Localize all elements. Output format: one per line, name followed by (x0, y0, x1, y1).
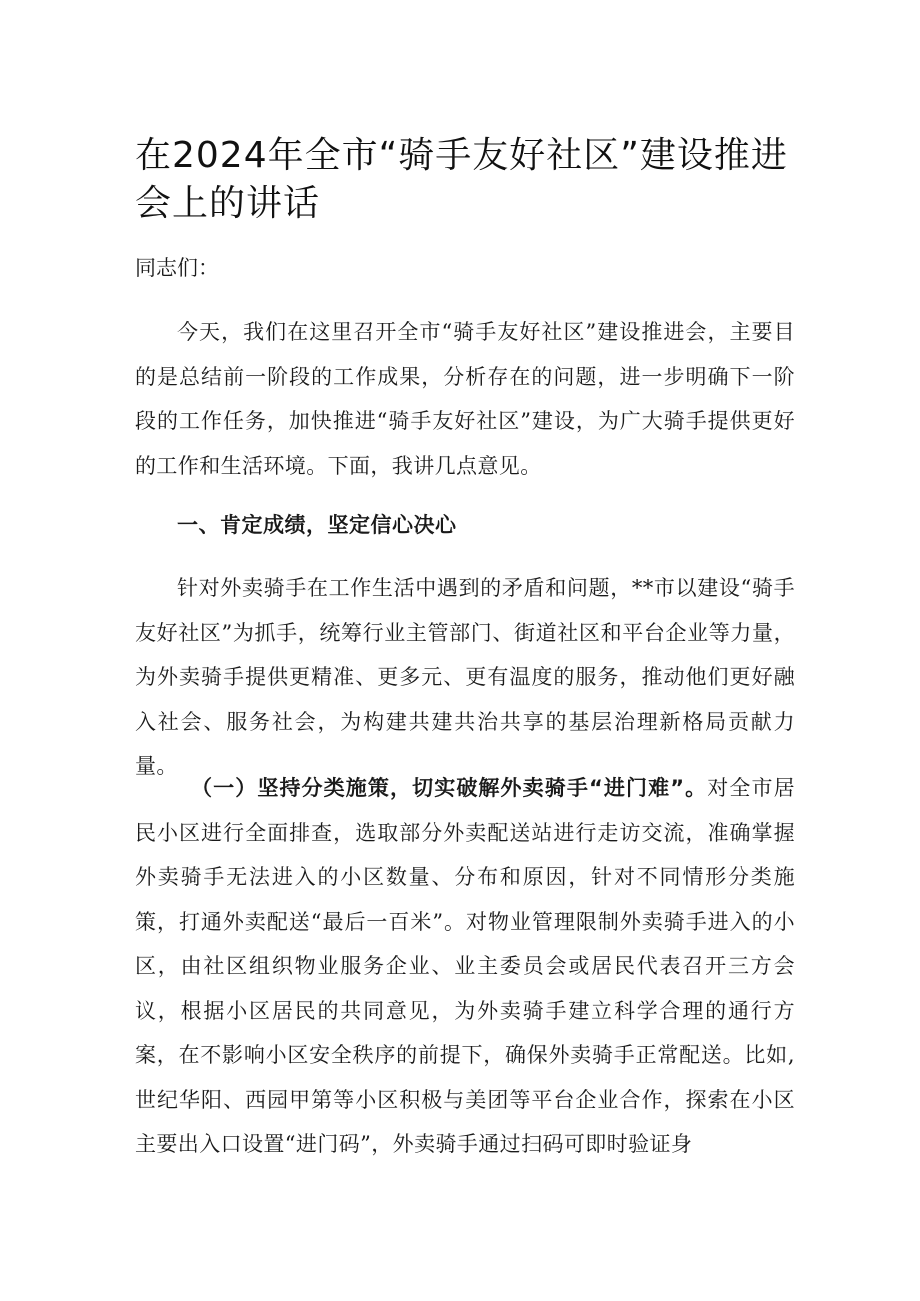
intro-paragraph: 今天，我们在这里召开全市“骑手友好社区”建设推进会，主要目的是总结前一阶段的工作成果，分析存在的问题，进一步明确下一阶段的工作任务，加快推进“骑手友好社区”建设，为广大骑手提供更好的工作和生活环境。下面，我讲几点意见。 (135, 320, 795, 478)
document-title: 在2024年全市“骑手友好社区”建设推进会上的讲话 (135, 135, 788, 224)
subsection-paragraph (135, 766, 795, 1167)
subsection-lead: （一）坚持分类施策，切实破解外卖骑手“进门难”。 (191, 776, 708, 800)
subsection-body: 对全市居民小区进行全面排查，选取部分外卖配送站进行走访交流，准确掌握外卖骑手无法进入的小区数量、分布和原因，针对不同情形分类施策，打通外卖配送“最后一百米”。对物业管理限制外卖骑手进入的小区，由社区组织物业服务企业、业主委员会或居民代表召开三方会议，根据小区居民的共同意见，为外卖骑手建立科学合理的通行方案，在不影响小区安全秩序的前提下，确保外卖骑手正常配送。比如,世纪华阳、西园甲第等小区积极与美团等平台企业合作，探索在小区主要出入口设置“进门码”，外卖骑手通过扫码可即时验证身 (135, 776, 795, 1156)
section-body-paragraph: 针对外卖骑手在工作生活中遇到的矛盾和问题，**市以建设“骑手友好社区”为抓手，统筹行业主管部门、街道社区和平台企业等力量，为外卖骑手提供更精准、更多元、更有温度的服务，推动他们更好融入社会、服务社会，为构建共建共治共享的基层治理新格局贡献力量。 (135, 576, 795, 778)
salutation: 同志们： (135, 256, 219, 280)
section-heading: 一、肯定成绩，坚定信心决心 (177, 513, 457, 537)
